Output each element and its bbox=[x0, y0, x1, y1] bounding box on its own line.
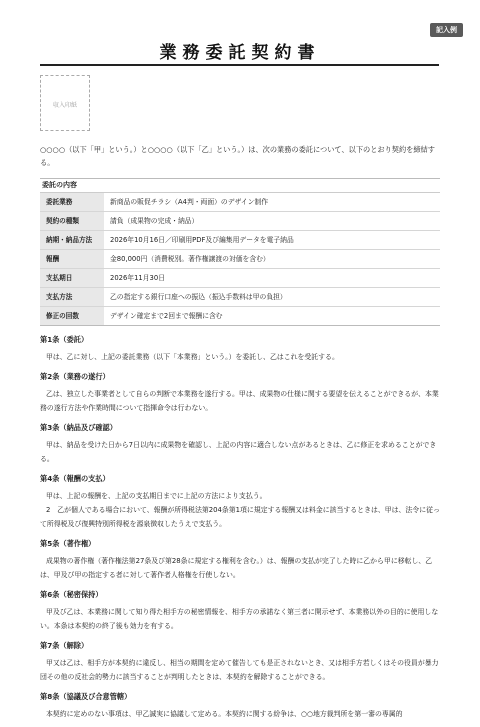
row-label: 納期・納品方法 bbox=[40, 231, 104, 249]
article-body bbox=[40, 387, 440, 415]
row-label: 修正の回数 bbox=[40, 307, 104, 325]
row-value: デザイン確定まで2回まで報酬に含む bbox=[110, 312, 223, 320]
revenue-stamp-box bbox=[40, 75, 90, 131]
article-line: 甲又は乙は、相手方が本契約に違反し、相当の期間を定めて催告しても是正されないとき、又は相手方若しくはその役員が暴力団その他の反社会的勢力に該当することが判明したときは、本契約を解除することができる。 bbox=[40, 659, 439, 681]
row-value: 新商品の販促チラシ（A4判・両面）のデザイン制作 bbox=[110, 198, 269, 206]
row-value: 請負（成果物の完成・納品） bbox=[110, 217, 199, 225]
article-heading: 第2条（業務の遂行） bbox=[40, 372, 110, 381]
table-heading: 委託の内容 bbox=[40, 179, 440, 193]
article-body bbox=[40, 707, 440, 721]
row-value: 金80,000円（消費税別。著作権譲渡の対価を含む） bbox=[110, 255, 270, 263]
article-body bbox=[40, 489, 440, 531]
stamp-label: 収入印紙 bbox=[52, 102, 77, 109]
row-value: 乙の指定する銀行口座への振込（振込手数料は甲の負担） bbox=[110, 293, 287, 301]
article-line: 乙は、独立した事業者として自らの判断で本業務を遂行する。甲は、成果物の仕様に関する要望を伝えることができるが、本業務の遂行方法や作業時間について指揮命令は行わない。 bbox=[40, 390, 439, 412]
article-line: 甲は、納品を受けた日から7日以内に成果物を確認し、上記の内容に適合しない点があるときは、乙に修正を求めることができる。 bbox=[40, 441, 437, 463]
article-heading: 第6条（秘密保持） bbox=[40, 590, 103, 599]
row-label: 支払方法 bbox=[40, 288, 104, 306]
row-label: 委託業務 bbox=[40, 193, 104, 211]
table-row bbox=[40, 231, 440, 250]
article-heading: 第4条（報酬の支払） bbox=[40, 474, 110, 483]
article-body bbox=[40, 605, 440, 633]
article-line: 本契約に定めのない事項は、甲乙誠実に協議して定める。本契約に関する紛争は、○○地方裁判所を第一審の専属的 bbox=[46, 710, 403, 718]
article-heading: 第3条（納品及び確認） bbox=[40, 423, 117, 432]
table-row bbox=[40, 212, 440, 231]
contract-details-table bbox=[40, 178, 440, 326]
row-value: 2026年10月16日／印刷用PDF及び編集用データを電子納品 bbox=[110, 236, 294, 244]
article-line: 甲及び乙は、本業務に関して知り得た相手方の秘密情報を、相手方の承諾なく第三者に開示せず、本業務以外の目的に使用しない。本条は本契約の終了後も効力を有する。 bbox=[40, 608, 439, 630]
table-row bbox=[40, 193, 440, 212]
row-label: 報酬 bbox=[40, 250, 104, 268]
articles-section bbox=[40, 333, 440, 727]
row-label: 契約の種類 bbox=[40, 212, 104, 230]
article-body bbox=[40, 350, 440, 364]
intro-paragraph: ○○○○（以下「甲」という。）と○○○○（以下「乙」という。）は、次の業務の委託について、以下のとおり契約を締結する。 bbox=[40, 145, 435, 167]
article-line: 成果物の著作権（著作権法第27条及び第28条に規定する権利を含む。）は、報酬の支払が完了した時に乙から甲に移転し、乙は、甲及び甲の指定する者に対して著作者人格権を行使しない。 bbox=[40, 557, 433, 579]
article-heading: 第1条（委託） bbox=[40, 335, 89, 344]
example-badge: 記入例 bbox=[430, 23, 463, 37]
article-body bbox=[40, 656, 440, 684]
article-body bbox=[40, 438, 440, 466]
article-heading: 第5条（著作権） bbox=[40, 539, 96, 548]
table-row bbox=[40, 288, 440, 307]
table-row bbox=[40, 250, 440, 269]
table-row bbox=[40, 307, 440, 325]
article-heading: 第7条（解除） bbox=[40, 641, 89, 650]
article-line: 2 乙が個人である場合において、報酬が所得税法第204条第1項に規定する報酬又は料金に該当するときは、甲は、法令に従って所得税及び復興特別所得税を源泉徴収したうえで支払う。 bbox=[40, 506, 440, 528]
title-divider bbox=[40, 64, 439, 66]
article-body bbox=[40, 554, 440, 582]
article-heading: 第8条（協議及び合意管轄） bbox=[40, 692, 132, 701]
article-line: 甲は、上記の報酬を、上記の支払期日までに上記の方法により支払う。 bbox=[46, 492, 267, 500]
document-title: 業務委託契約書 bbox=[159, 43, 321, 63]
table-row bbox=[40, 269, 440, 288]
article-line: 甲は、乙に対し、上記の委託業務（以下「本業務」という。）を委託し、乙はこれを受託する。 bbox=[46, 353, 339, 361]
row-value: 2026年11月30日 bbox=[110, 274, 165, 282]
row-label: 支払期日 bbox=[40, 269, 104, 287]
